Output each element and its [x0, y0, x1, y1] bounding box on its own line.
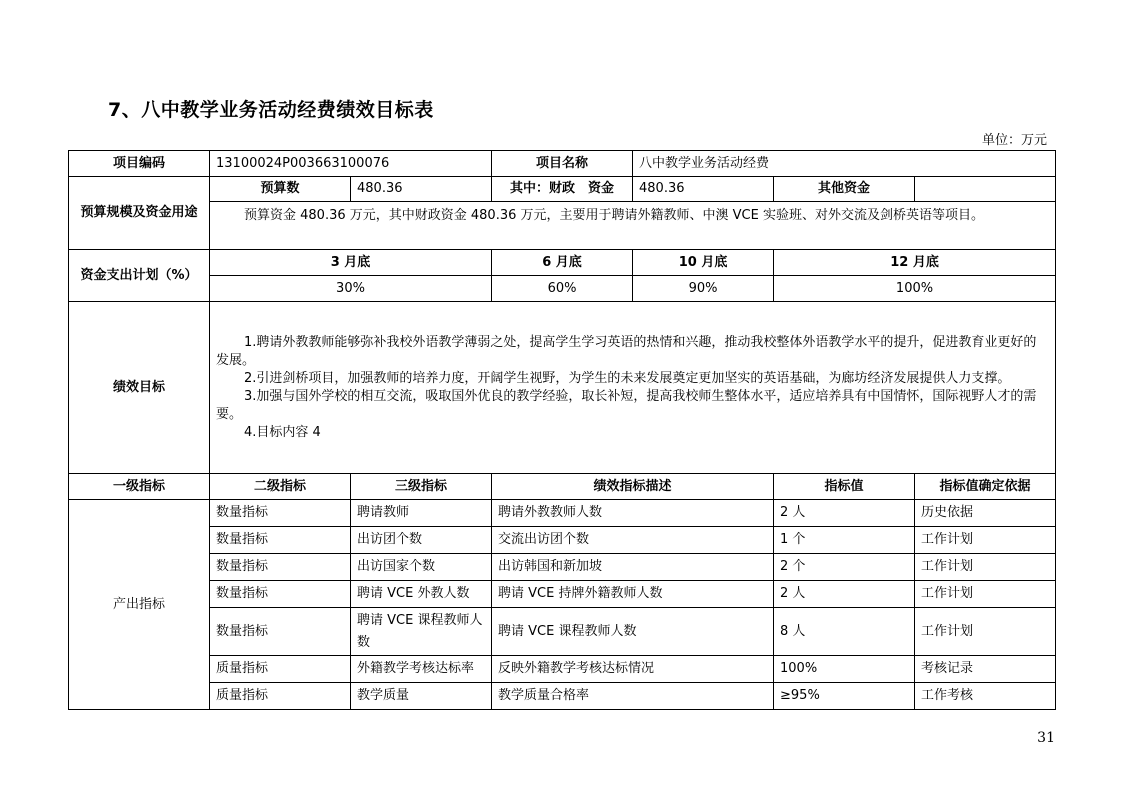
value-cell: 100%	[774, 656, 915, 683]
table-row	[69, 656, 1056, 683]
level2-cell: 数量指标	[210, 608, 351, 656]
description-cell: 教学质量合格率	[492, 683, 774, 710]
value-cell: 2 个	[774, 554, 915, 581]
basis-cell: 工作计划	[915, 554, 1056, 581]
project-row	[69, 151, 1056, 177]
goals-label: 绩效目标	[69, 302, 210, 474]
goals-content	[210, 302, 1056, 474]
basis-cell: 工作计划	[915, 581, 1056, 608]
table-row	[69, 527, 1056, 554]
plan-header-q1: 3 月底	[210, 250, 492, 276]
plan-value-q1: 30%	[210, 276, 492, 302]
project-code-label: 项目编码	[69, 151, 210, 177]
plan-header-q2: 6 月底	[492, 250, 633, 276]
project-name-label: 项目名称	[492, 151, 633, 177]
performance-table	[68, 150, 1056, 710]
header-level2: 二级指标	[210, 474, 351, 500]
budget-usage-row	[69, 202, 1056, 250]
value-cell: 2 人	[774, 581, 915, 608]
level2-cell: 数量指标	[210, 581, 351, 608]
value-cell: 2 人	[774, 500, 915, 527]
description-cell: 聘请 VCE 持牌外籍教师人数	[492, 581, 774, 608]
table-row	[69, 581, 1056, 608]
unit-label: 单位：万元	[981, 133, 1047, 148]
value-cell: 8 人	[774, 608, 915, 656]
description-cell: 出访韩国和新加坡	[492, 554, 774, 581]
plan-header-q4: 12 月底	[774, 250, 1056, 276]
project-name: 八中教学业务活动经费	[633, 151, 1056, 177]
basis-cell: 工作考核	[915, 683, 1056, 710]
project-code: 13100024P003663100076	[210, 151, 492, 177]
table-row	[69, 500, 1056, 527]
description-cell: 聘请 VCE 课程教师人数	[492, 608, 774, 656]
header-basis: 指标值确定依据	[915, 474, 1056, 500]
budget-section-label: 预算规模及资金用途	[69, 177, 210, 250]
plan-value-row	[69, 276, 1056, 302]
level3-cell: 教学质量	[351, 683, 492, 710]
header-value: 指标值	[774, 474, 915, 500]
goal-item: 2.引进剑桥项目，加强教师的培养力度，开阔学生视野，为学生的未来发展奠定更加坚实的英语基础，为廊坊经济发展提供人力支撑。	[244, 370, 1011, 386]
finance-fund: 480.36	[633, 177, 774, 202]
page-title: 7、八中教学业务活动经费绩效目标表	[108, 99, 434, 121]
level3-cell: 聘请 VCE 课程教师人数	[351, 608, 492, 656]
page-number: 31	[1037, 730, 1055, 746]
level3-cell: 外籍教学考核达标率	[351, 656, 492, 683]
basis-cell: 工作计划	[915, 608, 1056, 656]
header-level3: 三级指标	[351, 474, 492, 500]
level3-cell: 出访国家个数	[351, 554, 492, 581]
level3-cell: 聘请 VCE 外教人数	[351, 581, 492, 608]
description-cell: 交流出访团个数	[492, 527, 774, 554]
goal-item: 3.加强与国外学校的相互交流，吸取国外优良的教学经验，取长补短，提高我校师生整体水平，适应培养具有中国情怀，国际视野人才的需要。	[216, 388, 1037, 422]
level2-cell: 质量指标	[210, 683, 351, 710]
plan-label: 资金支出计划（%）	[69, 250, 210, 302]
goals-row	[69, 302, 1056, 474]
indicator-header-row	[69, 474, 1056, 500]
level3-cell: 聘请教师	[351, 500, 492, 527]
basis-cell: 历史依据	[915, 500, 1056, 527]
plan-value-q3: 90%	[633, 276, 774, 302]
table-row	[69, 683, 1056, 710]
other-fund	[915, 177, 1056, 202]
budget-amount-label: 预算数	[210, 177, 351, 202]
level2-cell: 质量指标	[210, 656, 351, 683]
description-cell: 聘请外教教师人数	[492, 500, 774, 527]
goal-item: 1.聘请外教教师能够弥补我校外语教学薄弱之处，提高学生学习英语的热情和兴趣，推动我校整体外语教学水平的提升，促进教育业更好的发展。	[216, 334, 1037, 368]
finance-fund-label: 其中：财政 资金	[492, 177, 633, 202]
table-row	[69, 554, 1056, 581]
budget-amount-row	[69, 177, 1056, 202]
basis-cell: 考核记录	[915, 656, 1056, 683]
budget-usage: 预算资金 480.36 万元，其中财政资金 480.36 万元，主要用于聘请外籍教师、中澳 VCE 实验班、对外交流及剑桥英语等项目。	[210, 202, 1056, 250]
level2-cell: 数量指标	[210, 554, 351, 581]
description-cell: 反映外籍教学考核达标情况	[492, 656, 774, 683]
value-cell: ≥95%	[774, 683, 915, 710]
value-cell: 1 个	[774, 527, 915, 554]
level3-cell: 出访团个数	[351, 527, 492, 554]
level2-cell: 数量指标	[210, 500, 351, 527]
goal-item: 4.目标内容 4	[244, 424, 321, 440]
plan-value-q4: 100%	[774, 276, 1056, 302]
budget-amount: 480.36	[351, 177, 492, 202]
table-row	[69, 608, 1056, 656]
plan-header-row	[69, 250, 1056, 276]
level2-cell: 数量指标	[210, 527, 351, 554]
header-description: 绩效指标描述	[492, 474, 774, 500]
basis-cell: 工作计划	[915, 527, 1056, 554]
other-fund-label: 其他资金	[774, 177, 915, 202]
plan-value-q2: 60%	[492, 276, 633, 302]
plan-header-q3: 10 月底	[633, 250, 774, 276]
output-indicator-label: 产出指标	[69, 500, 210, 710]
header-level1: 一级指标	[69, 474, 210, 500]
